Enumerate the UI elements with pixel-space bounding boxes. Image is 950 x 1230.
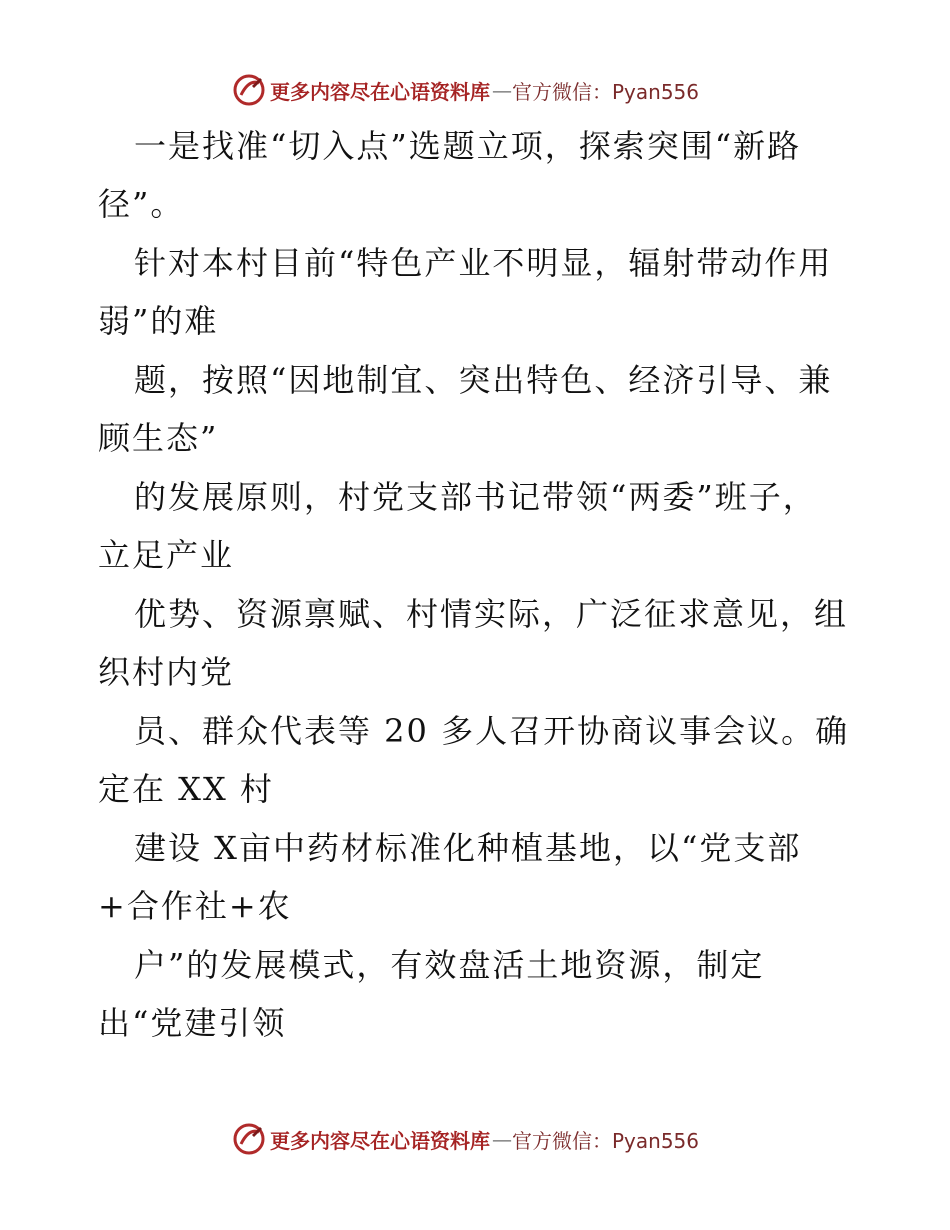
- brand-logo-icon: [232, 73, 266, 107]
- header-watermark-contact: 官方微信：Pyan556: [512, 79, 700, 104]
- footer-watermark-text: 更多内容尽在心语资料库: [270, 1128, 490, 1153]
- body-line: 优势、资源禀赋、村情实际，广泛征求意见，组: [134, 595, 849, 633]
- brand-logo-icon: [232, 1122, 266, 1156]
- footer-watermark: [232, 1119, 699, 1159]
- body-line: +合作社+农: [98, 887, 292, 925]
- header-watermark-text: 更多内容尽在心语资料库: [270, 79, 490, 104]
- body-line: 立足产业: [98, 536, 235, 574]
- body-line: 定在 XX 村: [98, 770, 274, 808]
- body-line: 径”。: [98, 185, 185, 223]
- body-line: 题，按照“因地制宜、突出特色、经济引导、兼: [134, 361, 833, 399]
- body-line: 出“党建引领: [98, 1004, 287, 1042]
- body-line: 织村内党: [98, 653, 235, 691]
- body-line: 弱”的难: [98, 302, 219, 340]
- body-line: 顾生态”: [98, 419, 219, 457]
- body-line: 员、群众代表等 20 多人召开协商议事会议。确: [134, 712, 850, 750]
- body-line: 建设 X亩中药材标准化种植基地，以“党支部: [134, 829, 802, 867]
- header-watermark-separator: —: [492, 78, 512, 102]
- body-line: 户”的发展模式，有效盘活土地资源，制定: [134, 946, 765, 984]
- body-line: 的发展原则，村党支部书记带领“两委”班子，: [134, 478, 817, 516]
- body-line: 针对本村目前“特色产业不明显，辐射带动作用: [134, 244, 833, 282]
- body-line: 一是找准“切入点”选题立项，探索突围“新路: [134, 127, 802, 165]
- header-watermark: [232, 70, 699, 110]
- footer-watermark-contact: 官方微信：Pyan556: [512, 1128, 700, 1153]
- footer-watermark-separator: —: [492, 1127, 512, 1151]
